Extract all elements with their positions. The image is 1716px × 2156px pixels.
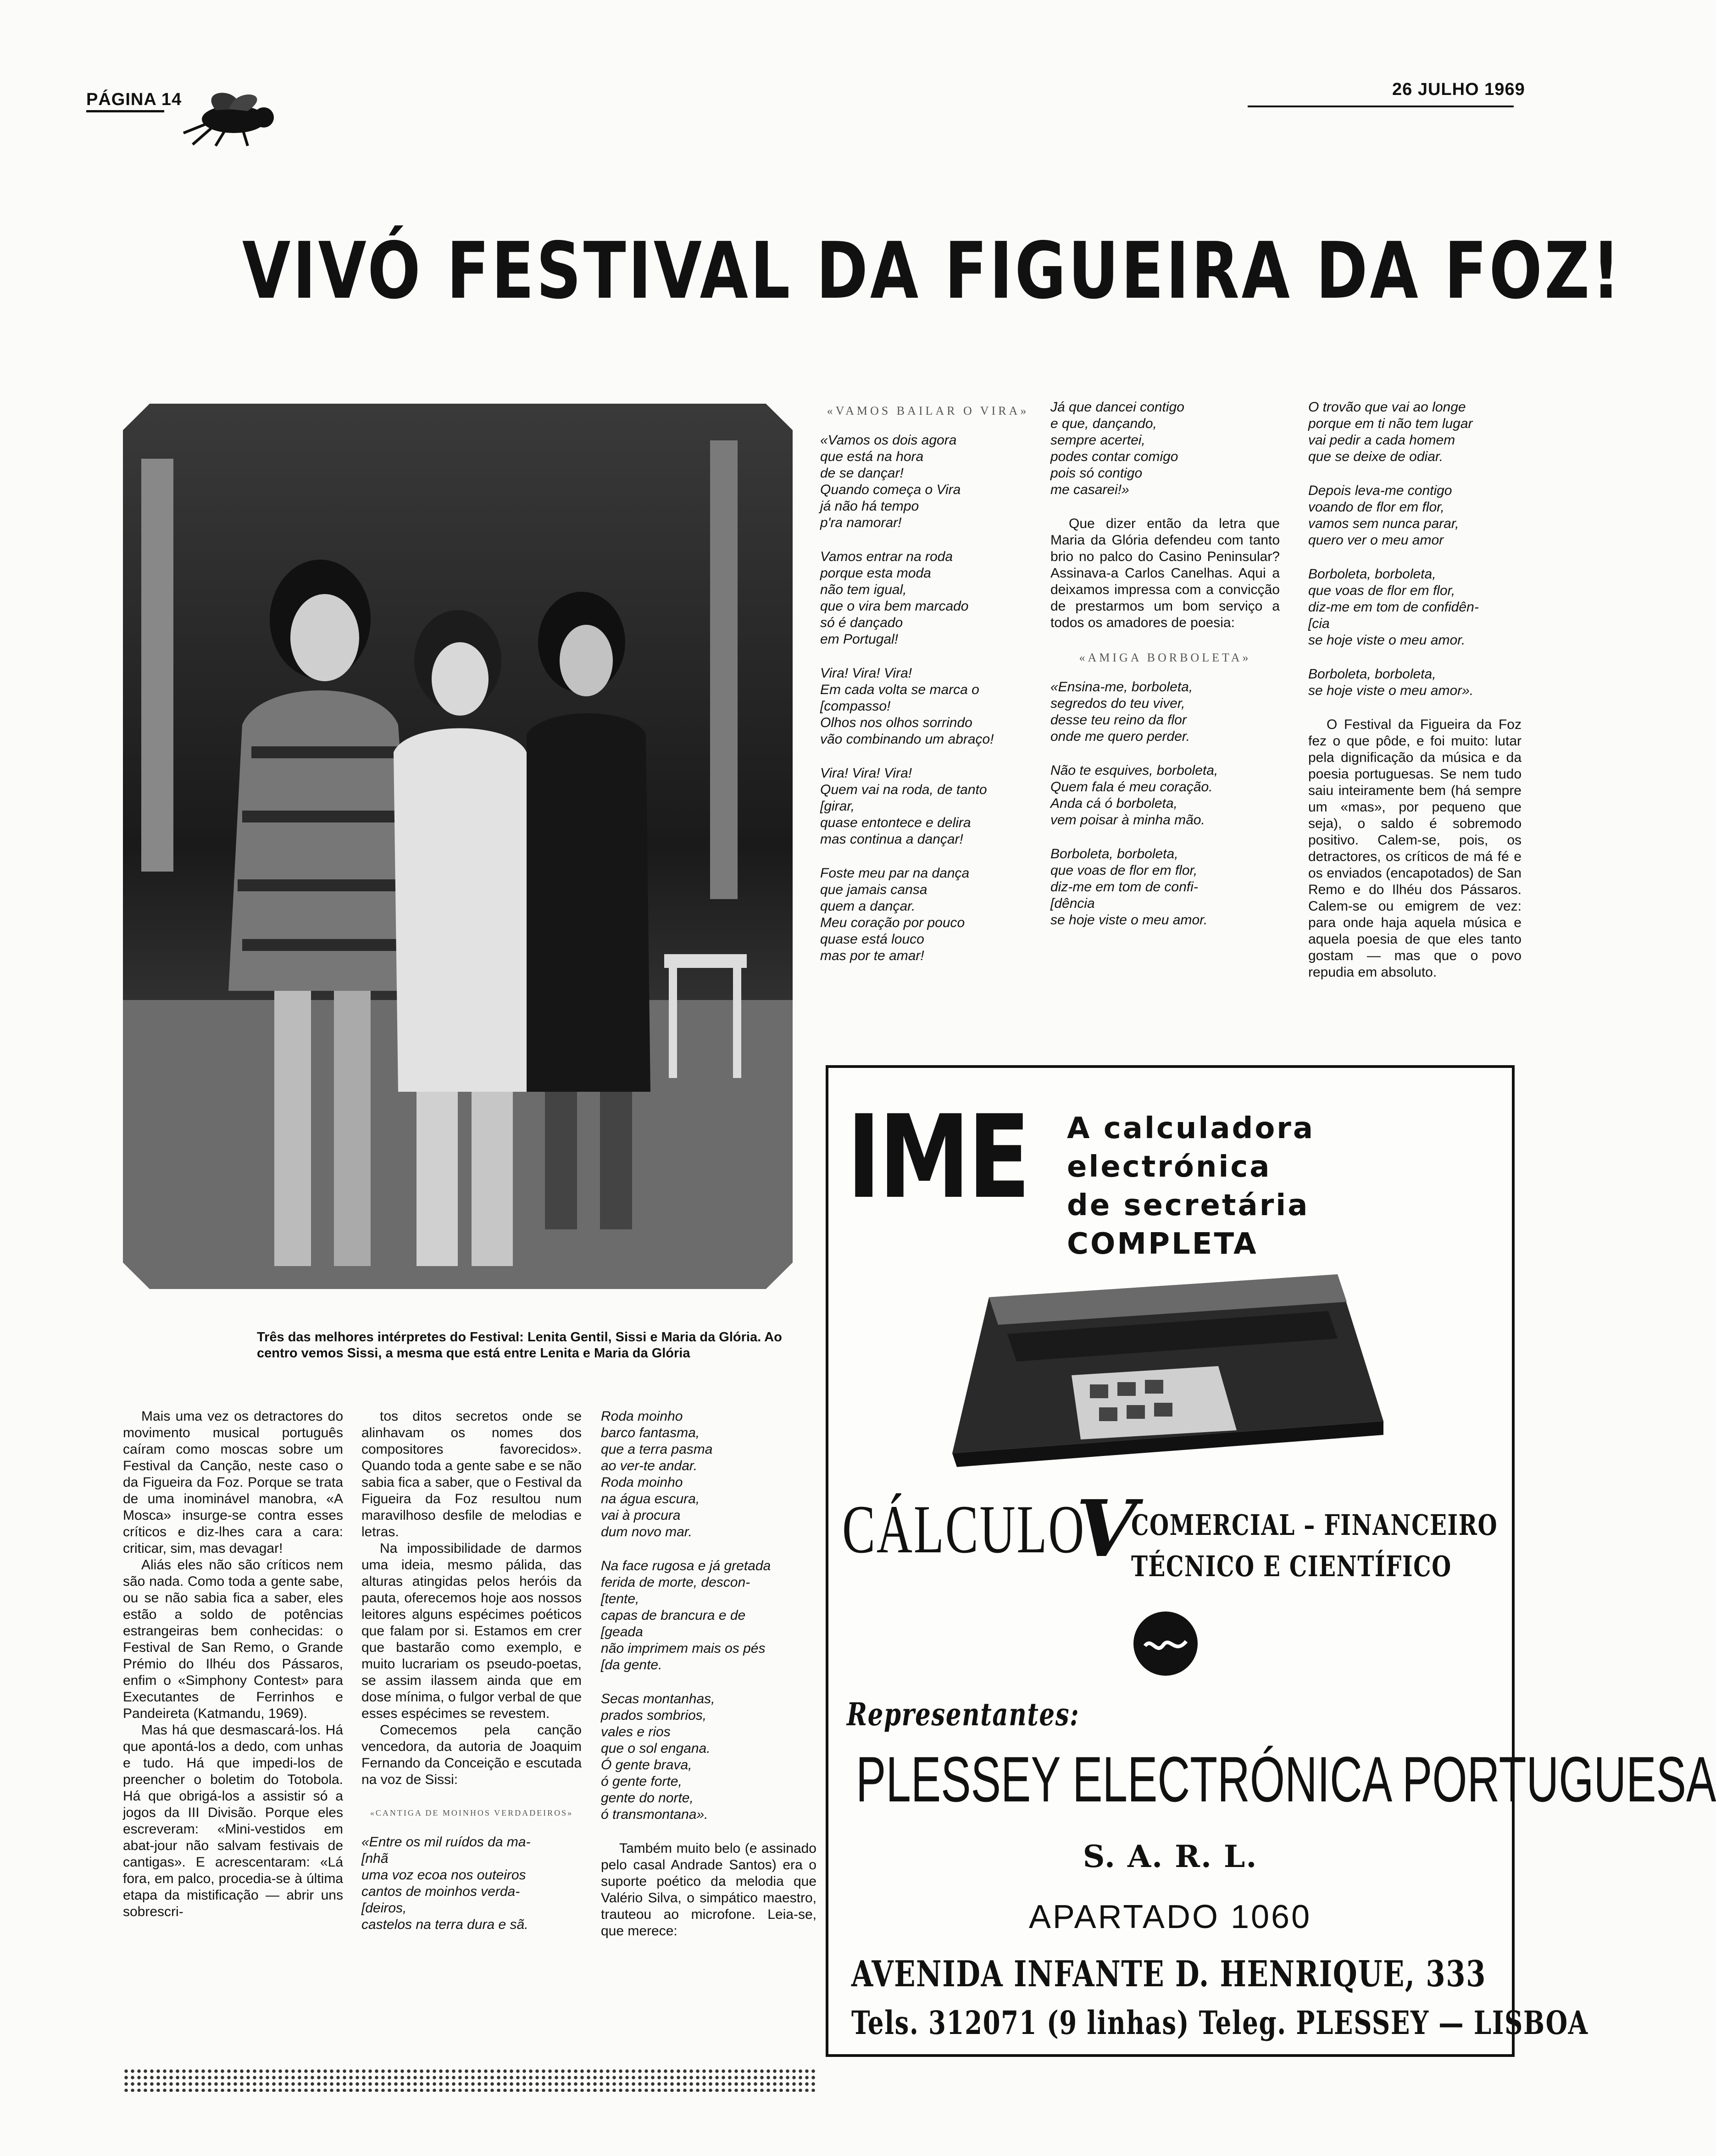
bottom-column-2 <box>361 1408 582 1950</box>
halftone-strip <box>123 2068 816 2092</box>
article-paragraph: Que dizer então da letra que Maria da Glória defendeu com tanto brio no palco do Casino Peninsular? Assinava-a Carlos Canelhas. Aqui a deixamos impressa com a convicção de prestarmos um bom serviço a todos os amadores de poesia: <box>1050 516 1280 630</box>
postbox: APARTADO 1060 <box>1028 1899 1312 1935</box>
song-stanza: Já que dancei contigo e que, dançando, sempre acertei, podes contar comigo pois só contigo me casarei!» <box>1050 400 1184 497</box>
ime-advert <box>826 1065 1716 2057</box>
tagline-line-2: de secretária COMPLETA <box>1067 1189 1310 1261</box>
article-paragraph: Na impossibilidade de darmos uma ideia, mesmo pálida, das alturas atingidas pelos heróis da pauta, oferecemos hoje aos nossos leitores alguns espécimes poéticos que falam por si. Estamos em crer que bastarão como exemplo, e muito lucrariam os pseudo-poetas, se assim ilassem ainda que em dose mínima, o fulgor verbal de que esses espécimes se revestem. <box>361 1541 582 1721</box>
v-mark: V <box>1076 1483 1137 1575</box>
page-label: PÁGINA 14 <box>86 90 182 109</box>
issue-date: 26 JULHO 1969 <box>1392 80 1525 99</box>
phones-line: Tels. 312071 (9 linhas) Teleg. PLESSEY — LISBOA <box>851 2004 1588 2042</box>
article-paragraph: Mais uma vez os detractores do movimento musical português caíram como moscas sobre um Festival da Canção, neste caso o da Figueira da Foz. Porque se trata de uma inominável manobra, «A Mosca» insurge-se contra esses críticos e diz-lhes cara a cara: criticar, sim, mas devagar! <box>123 1409 343 1556</box>
ime-brand: IME <box>847 1090 1028 1224</box>
song-stanza: Borboleta, borboleta, se hoje viste o meu amor». <box>1308 667 1474 698</box>
street-address: AVENIDA INFANTE D. HENRIQUE, 333 <box>851 1953 1487 1995</box>
uses-line-1: COMERCIAL – FINANCEIRO <box>1131 1508 1498 1542</box>
article-paragraph: Comecemos pela canção vencedora, da autoria de Joaquim Fernando da Conceição e escutada na voz de Sissi: <box>361 1723 582 1787</box>
song-stanza: Vamos entrar na roda porque esta moda não tem igual, que o vira bem marcado só é dançado em Portugal! <box>820 549 969 647</box>
article-paragraph: Aliás eles não são críticos nem são nada. Como toda a gente sabe, ou se não sabia fica a saber, eles estão a soldo de potências estrangeiras bem conhecidas: o Festival de San Remo, o Grande Prémio do Ilhéu dos Pássaros, enfim o «Simphony Contest» para Executantes de Ferrinhos e Pandeireta (Katmandu, 1969). <box>123 1557 343 1721</box>
bottom-column-3 <box>601 1408 816 1939</box>
calculo-word: CÁLCULO <box>842 1491 1086 1567</box>
uses-line-2: TÉCNICO E CIENTÍFICO <box>1131 1550 1452 1583</box>
song-stanza: Secas montanhas, prados sombrios, vales e rios que o sol engana. Ó gente brava, ó gente forte, gente do norte, ó transmontana». <box>601 1691 715 1822</box>
song-stanza: Na face rugosa e já gretada ferida de morte, descon- [tente, capas de brancura e de [geada não imprimem mais os pés [da gente. <box>601 1558 771 1673</box>
song-stanza: Foste meu par na dança que jamais cansa quem a dançar. Meu coração por pouco quase está louco mas por te amar! <box>820 866 970 963</box>
song-stanza: Não te esquives, borboleta, Quem fala é meu coração. Anda cá ó borboleta, vem poisar à minha mão. <box>1050 763 1218 828</box>
song-stanza: Roda moinho barco fantasma, que a terra pasma ao ver-te andar. Roda moinho na água escura, vai à procura dum novo mar. <box>601 1409 713 1539</box>
photo-caption: Três das melhores intérpretes do Festival: Lenita Gentil, Sissi e Maria da Glória. Ao centro vemos Sissi, a mesma que está entre Lenita e Maria da Glória <box>257 1330 782 1361</box>
article-paragraph: O Festival da Figueira da Foz fez o que pôde, e foi muito: lutar pela dignificação da música e da poesia portuguesas. Se nem tudo saiu inteiramente bem (há sempre um «mas», por pequeno que seja), o saldo é sobremodo positivo. Calem-se, pois, os detractores, os críticos de má fé e os enviados (encapotados) de San Remo e do Ilhéu dos Pássaros. Calem-se ou emigrem de vez: para onde haja aquela música e aquela poesia de que eles tanto gostam — mas que o povo repudia em absoluto. <box>1308 717 1522 980</box>
plessey-logo-icon <box>1131 1609 1200 1680</box>
song-title-cantiga-moinhos: «CANTIGA DE MOINHOS VERDADEIROS» <box>370 1808 573 1817</box>
song-stanza: «Ensina-me, borboleta, segredos do teu viver, desse teu reino da flor onde me quero perder. <box>1050 679 1193 744</box>
representatives-label: Representantes: <box>847 1696 1080 1733</box>
article-paragraph: tos ditos secretos onde se alinhavam os nomes dos compositores favorecidos». Quando toda a gente sabe e se não sabia fica a saber, que o Festival da Figueira da Foz resultou num maravilhoso desfile de melodias e letras. <box>361 1409 582 1539</box>
article-paragraph: Também muito belo (e assinado pelo casal Andrade Santos) era o suporte poético da melodia que Valério Silva, o simpático maestro, trauteou ao microfone. Leia-se, que merece: <box>601 1841 816 1939</box>
company-name: PLESSEY ELECTRÓNICA PORTUGUESA <box>856 1743 1716 1815</box>
company-suffix: S. A. R. L. <box>1083 1839 1258 1874</box>
fly-icon <box>179 87 289 149</box>
headline: VIVÓ FESTIVAL DA FIGUEIRA DA FOZ! <box>242 226 1623 317</box>
top-column-3 <box>1308 399 1522 981</box>
song-stanza: Vira! Vira! Vira! Em cada volta se marca o [compasso! Olhos nos olhos sorrindo vão combinando um abraço! <box>820 666 994 747</box>
song-stanza: «Entre os mil ruídos da ma- [nhã uma voz ecoa nos outeiros cantos de moinhos verda- [deiros, castelos na terra dura e sã. <box>361 1834 531 1932</box>
bottom-column-1 <box>123 1408 343 1920</box>
calculator-machine-icon <box>934 1238 1393 1497</box>
song-stanza: Depois leva-me contigo voando de flor em flor, vamos sem nunca parar, quero ver o meu amor <box>1308 483 1459 548</box>
song-stanza: Borboleta, borboleta, que voas de flor em flor, diz-me em tom de confi- [dência se hoje viste o meu amor. <box>1050 846 1208 928</box>
song-stanza: «Vamos os dois agora que está na hora de se dançar! Quando começa o Vira já não há tempo p'ra namorar! <box>820 433 961 530</box>
song-stanza: O trovão que vai ao longe porque em ti não tem lugar vai pedir a cada homem que se deixe de odiar. <box>1308 400 1473 464</box>
article-paragraph: Mas há que desmascará-los. Há que apontá-los a dedo, com unhas e tudo. Há que impedi-los de preencher o boletim do Totobola. Há que obrigá-los a assistir só a jogos da III Divisão. Porque eles escreveram: «Mini-vestidos em abat-jour não salvam festivais de cantigas». E acrescentaram: «Lá fora, em palco, procedia-se à última etapa da mistificação — abrir uns sobrescri- <box>123 1723 343 1919</box>
top-column-1 <box>820 403 1036 982</box>
tagline-line-1: A calculadora electrónica <box>1067 1111 1315 1184</box>
header-rule-right <box>1248 106 1514 107</box>
photo-three-singers <box>123 404 793 1289</box>
top-column-2 <box>1050 399 1280 946</box>
header-rule-left <box>86 110 164 112</box>
song-title-vamos-bailar: «VAMOS BAILAR O VIRA» <box>827 404 1029 417</box>
song-stanza: Vira! Vira! Vira! Quem vai na roda, de tanto [girar, quase entontece e delira mas continua a dançar! <box>820 766 987 847</box>
song-stanza: Borboleta, borboleta, que voas de flor em flor, diz-me em tom de confidên- [cia se hoje viste o meu amor. <box>1308 567 1479 648</box>
song-title-amiga-borboleta: «AMIGA BORBOLETA» <box>1079 651 1251 664</box>
